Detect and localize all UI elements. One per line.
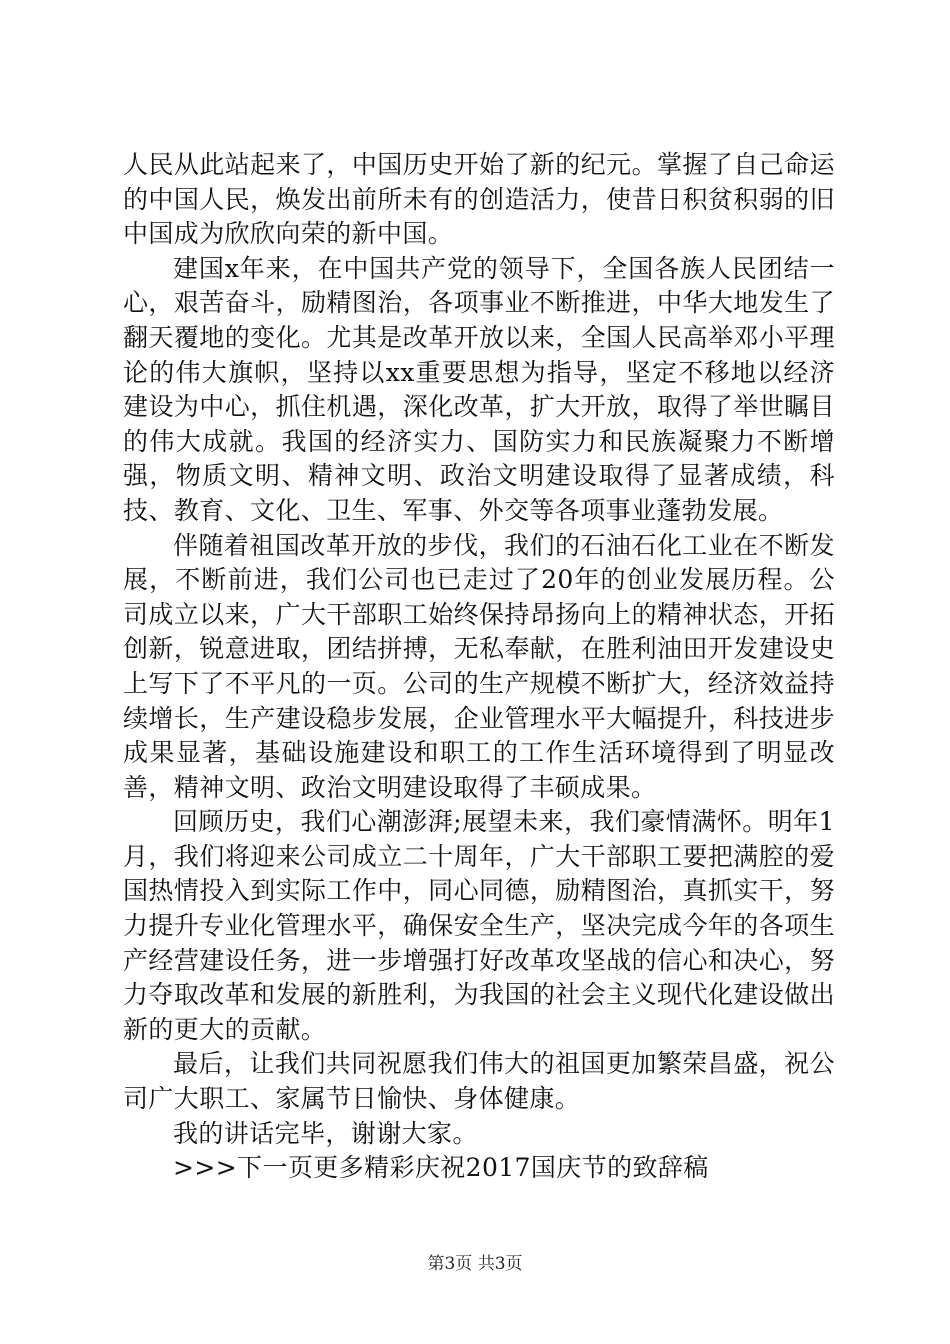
page-number-footer: 第3页 共3页: [427, 1254, 523, 1274]
paragraph-company-development: 伴随着祖国改革开放的步伐，我们的石油石化工业在不断发展，不断前进，我们公司也已走过了20年的创业发展历程。公司成立以来，广大干部职工始终保持昂扬向上的精神状态，开拓创新，锐意进取，团结拼搏，无私奉献，在胜利油田开发建设史上写下了不平凡的一页。公司的生产规模不断扩大，经济效益持续增长，生产建设稳步发展，企业管理水平大幅提升，科技进步成果显著，基础设施建设和职工的工作生活环境得到了明显改善，精神文明、政治文明建设取得了丰硕成果。: [123, 530, 835, 802]
document-body: [123, 148, 835, 1186]
paragraph-founding-years: 建国x年来，在中国共产党的领导下，全国各族人民团结一心，艰苦奋斗，励精图治，各项事业不断推进，中华大地发生了翻天覆地的变化。尤其是改革开放以来，全国人民高举邓小平理论的伟大旗帜，坚持以xx重要思想为指导，坚定不移地以经济建设为中心，抓住机遇，深化改革，扩大开放，取得了举世瞩目的伟大成就。我国的经济实力、国防实力和民族凝聚力不断增强，物质文明、精神文明、政治文明建设取得了显著成绩，科技、教育、文化、卫生、军事、外交等各项事业蓬勃发展。: [123, 253, 835, 525]
paragraph-final-wishes: 最后，让我们共同祝愿我们伟大的祖国更加繁荣昌盛，祝公司广大职工、家属节日愉快、身体健康。: [123, 1049, 835, 1114]
paragraph-continuation: 人民从此站起来了，中国历史开始了新的纪元。掌握了自己命运的中国人民，焕发出前所未有的创造活力，使昔日积贫积弱的旧中国成为欣欣向荣的新中国。: [123, 150, 835, 249]
next-page-link[interactable]: >>>下一页更多精彩庆祝2017国庆节的致辞稿: [173, 1153, 709, 1183]
closing-remark: 我的讲话完毕，谢谢大家。: [173, 1118, 478, 1148]
paragraph-review-outlook: 回顾历史，我们心潮澎湃;展望未来，我们豪情满怀。明年1月，我们将迎来公司成立二十周年，广大干部职工要把满腔的爱国热情投入到实际工作中，同心同德，励精图治，真抓实干，努力提升专业化管理水平，确保安全生产，坚决完成今年的各项生产经营建设任务，进一步增强打好改革攻坚战的信心和决心，努力夺取改革和发展的新胜利，为我国的社会主义现代化建设做出新的更大的贡献。: [123, 807, 835, 1044]
